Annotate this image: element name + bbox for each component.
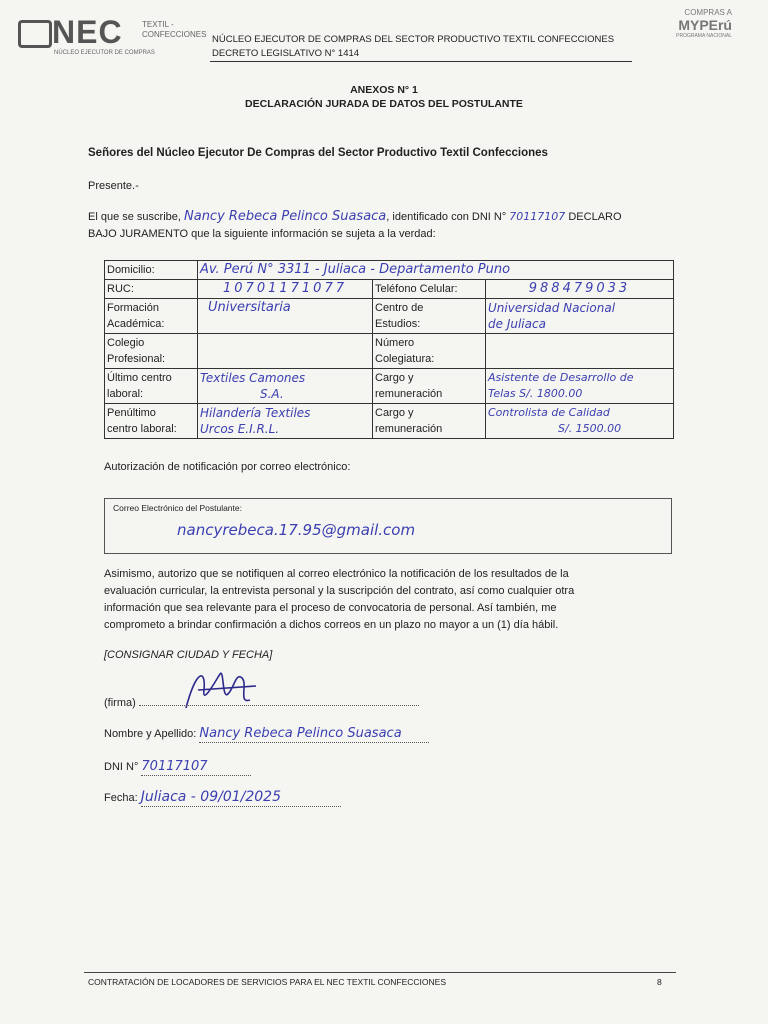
firma-row: (firma)	[104, 695, 419, 712]
colegio-value	[198, 334, 373, 369]
footer-divider	[84, 972, 676, 973]
cargo2-label: Cargo y remuneración	[373, 404, 486, 439]
table-row	[105, 369, 674, 404]
page-number: 8	[657, 977, 662, 987]
header-line2: DECRETO LEGISLATIVO N° 1414	[212, 48, 360, 59]
authorization-paragraph: Asimismo, autorizo que se notifiquen al correo electrónico la notificación de los resultados de la evaluación curricular, la entrevista personal y la suscripción del contrato, así como cualquier otra información que sea relevante para el proceso de convocatoria de personal. Así también, me comprometo a brindar confirmación a dichos correos en un plazo no mayor a un (1) día hábil.	[104, 568, 575, 631]
numero-label: Número Colegiatura:	[373, 334, 486, 369]
presente: Presente.-	[88, 180, 139, 192]
cargo1-label: Cargo y remuneración	[373, 369, 486, 404]
centro-label: Centro de Estudios:	[373, 299, 486, 334]
domicilio-label: Domicilio:	[105, 261, 198, 280]
table-row	[105, 280, 674, 299]
firma-line	[139, 705, 419, 706]
nombre-value: Nancy Rebeca Pelinco Suasaca	[199, 725, 429, 743]
colegio-label: Colegio Profesional:	[105, 334, 198, 369]
consignar-text: [CONSIGNAR CIUDAD Y FECHA]	[104, 649, 273, 661]
nec-logo-icon	[18, 20, 52, 48]
email-value: nancyrebeca.17.95@gmail.com	[177, 521, 416, 539]
ruc-value: 10701171077	[198, 280, 373, 299]
intro-dni-handwritten: 70117107	[509, 210, 566, 223]
intro-name-handwritten: Nancy Rebeca Pelinco Suasaca	[184, 209, 387, 224]
cargo2-value: Controlista de Calidad S/. 1500.00	[486, 404, 674, 439]
nec-logo	[18, 14, 208, 56]
declaration-title: DECLARACIÓN JURADA DE DATOS DEL POSTULANTE	[245, 98, 523, 110]
mype-logo: COMPRAS A MYPErú PROGRAMA NACIONAL	[676, 8, 732, 39]
intro-line2: BAJO JURAMENTO que la siguiente información se sujeta a la verdad:	[88, 228, 436, 240]
footer-text: CONTRATACIÓN DE LOCADORES DE SERVICIOS PARA EL NEC TEXTIL CONFECCIONES	[88, 977, 447, 987]
formacion-label: Formación Académica:	[105, 299, 198, 334]
email-label: Correo Electrónico del Postulante:	[113, 503, 242, 513]
applicant-data-table	[104, 260, 674, 439]
fecha-row: Fecha: Juliaca - 09/01/2025	[104, 789, 341, 807]
cargo1-value: Asistente de Desarrollo de Telas S/. 1800.00	[486, 369, 674, 404]
ruc-label: RUC:	[105, 280, 198, 299]
formacion-value: Universitaria	[198, 299, 373, 334]
dni-value: 70117107	[141, 758, 251, 776]
telefono-label: Teléfono Celular:	[373, 280, 486, 299]
nec-logo-text: NEC	[52, 14, 123, 50]
numero-value	[486, 334, 674, 369]
autorizacion-text: Autorización de notificación por correo electrónico:	[104, 461, 351, 473]
penultimo-value: Hilandería Textiles Urcos E.I.R.L.	[198, 404, 373, 439]
nombre-row: Nombre y Apellido: Nancy Rebeca Pelinco Suasaca	[104, 725, 429, 743]
nec-logo-side: TEXTIL - CONFECCIONES	[142, 20, 207, 39]
header-line1: NÚCLEO EJECUTOR DE COMPRAS DEL SECTOR PRODUCTIVO TEXTIL CONFECCIONES	[212, 34, 615, 45]
table-row	[105, 261, 674, 280]
header-text	[212, 33, 614, 61]
intro-line1: El que se suscribe, Nancy Rebeca Pelinco Suasaca, identificado con DNI N° 70117107 DECLARO	[88, 209, 622, 224]
ultimo-label: Último centro laboral:	[105, 369, 198, 404]
table-row	[105, 404, 674, 439]
penultimo-label: Penúltimo centro laboral:	[105, 404, 198, 439]
domicilio-value: Av. Perú N° 3311 - Juliaca - Departamento Puno	[198, 261, 674, 280]
dni-row: DNI N° 70117107	[104, 758, 251, 776]
ultimo-value: Textiles Camones S.A.	[198, 369, 373, 404]
centro-value: Universidad Nacional de Juliaca	[486, 299, 674, 334]
table-row	[105, 299, 674, 334]
nec-logo-sub: NÚCLEO EJECUTOR DE COMPRAS	[54, 50, 155, 56]
table-row	[105, 334, 674, 369]
telefono-value: 988479033	[486, 280, 674, 299]
salutation: Señores del Núcleo Ejecutor De Compras del Sector Productivo Textil Confecciones	[88, 147, 548, 159]
annex-title: ANEXOS N° 1	[350, 84, 418, 96]
fecha-value: Juliaca - 09/01/2025	[141, 789, 341, 807]
email-box	[104, 498, 672, 554]
header-divider	[210, 61, 632, 62]
